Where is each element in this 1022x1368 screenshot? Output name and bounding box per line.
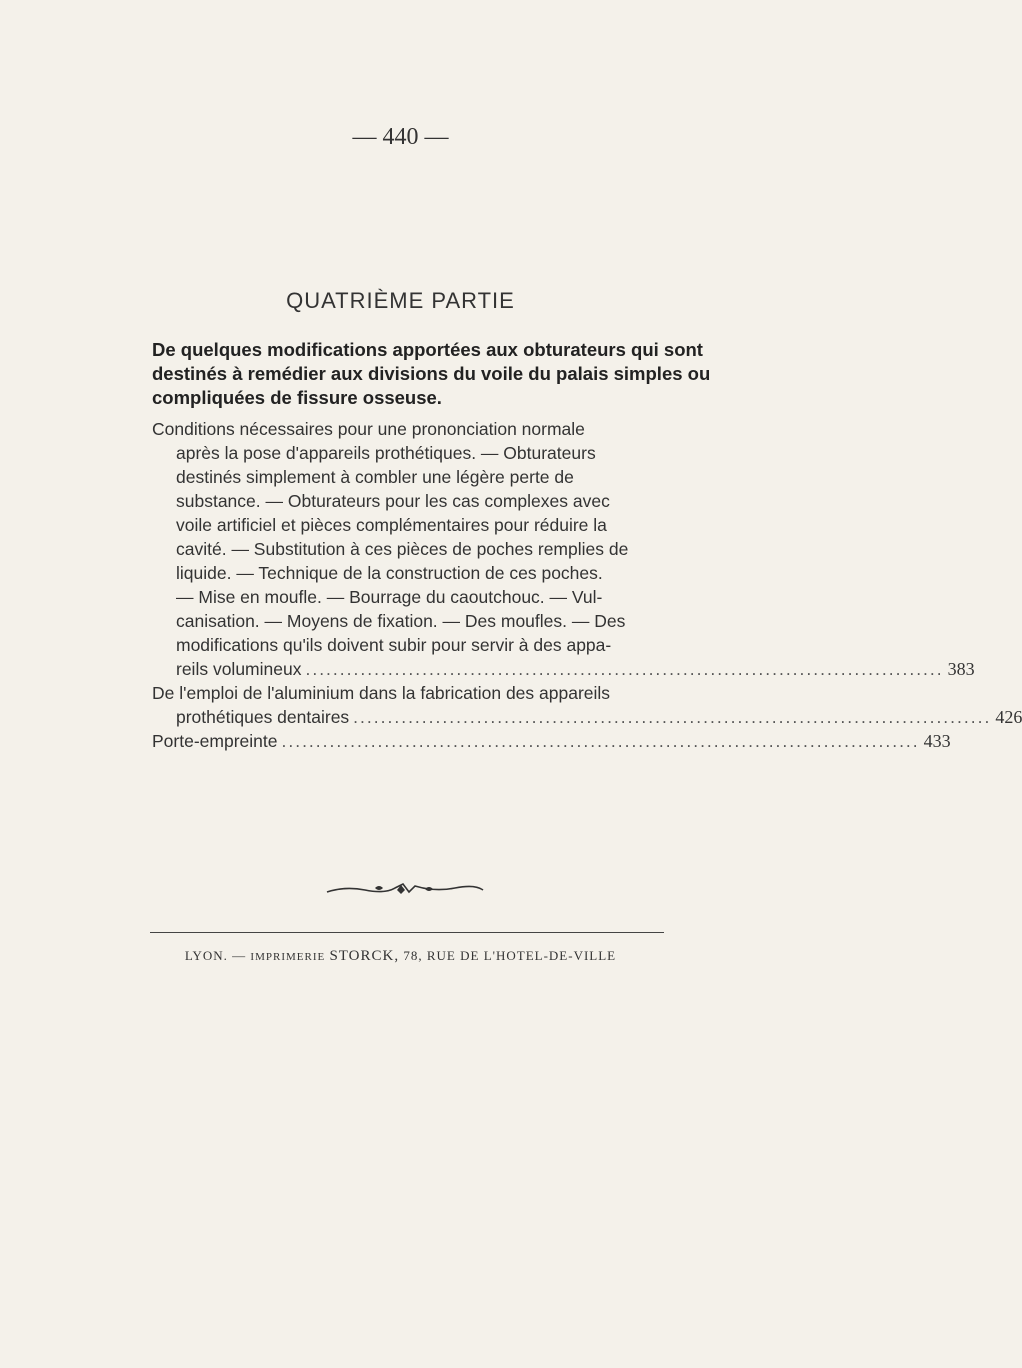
toc-page-number: 426 xyxy=(995,707,1022,727)
toc-entry-line: liquide. — Technique de la construction de ces poches. xyxy=(176,563,603,583)
toc-entry-last-line xyxy=(152,705,1022,729)
toc-entry xyxy=(152,417,975,681)
toc-entry-line: De l'emploi de l'aluminium dans la fabrication des appareils xyxy=(152,683,611,703)
toc-entry-line: substance. — Obturateurs pour les cas complexes avec xyxy=(176,491,610,511)
toc-entry-line: — Mise en moufle. — Bourrage du caoutchouc. — Vul- xyxy=(176,587,603,607)
section-heading: De quelques modifications apportées aux obturateurs qui sont destinés à remédier aux divisions du voile du palais simples ou compliquées de fissure osseuse. xyxy=(152,339,711,408)
footer-printer-name: STORCK, xyxy=(329,948,400,964)
toc-entry-line: destinés simplement à combler une légère perte de xyxy=(176,467,574,487)
toc-entry-last-line xyxy=(152,657,975,681)
toc-entry-line: Conditions nécessaires pour une prononciation normale xyxy=(152,419,585,439)
toc-entry-text: reils volumineux xyxy=(176,659,302,679)
toc-entry-line: après la pose d'appareils prothétiques. — Obturateurs xyxy=(176,443,596,463)
toc-entry-text: prothétiques dentaires xyxy=(176,707,350,727)
toc-entry-line: voile artificiel et pièces complémentaires pour réduire la xyxy=(176,515,607,535)
toc-entry-line: canisation. — Moyens de fixation. — Des moufles. — Des xyxy=(176,611,626,631)
toc-entry xyxy=(152,729,951,753)
decorative-ornament-icon xyxy=(325,882,485,896)
toc-page-number: 383 xyxy=(947,659,975,679)
leader-dots: ............................................................................................. xyxy=(305,659,944,679)
toc-entry-line: cavité. — Substitution à ces pièces de poches remplies de xyxy=(176,539,629,559)
printer-imprint xyxy=(0,948,801,965)
toc-entry xyxy=(152,681,1022,729)
table-of-contents xyxy=(152,417,1022,753)
footer-rule xyxy=(150,932,664,933)
page-number: — 440 — xyxy=(352,124,449,150)
toc-entry-text: Porte-empreinte xyxy=(152,731,278,751)
footer-printer-label: IMPRIMERIE xyxy=(250,951,326,963)
leader-dots: ............................................................................................. xyxy=(281,731,920,751)
toc-entry-line: modifications qu'ils doivent subir pour servir à des appa- xyxy=(176,635,612,655)
part-title: QUATRIÈME PARTIE xyxy=(286,288,515,313)
toc-page-number: 433 xyxy=(923,731,951,751)
footer-dash: — xyxy=(232,948,247,963)
footer-city: LYON. xyxy=(184,948,228,963)
toc-entry-last-line xyxy=(152,729,951,753)
footer-address: 78, RUE DE L'HOTEL-DE-VILLE xyxy=(403,948,617,963)
leader-dots: ............................................................................................. xyxy=(353,707,992,727)
